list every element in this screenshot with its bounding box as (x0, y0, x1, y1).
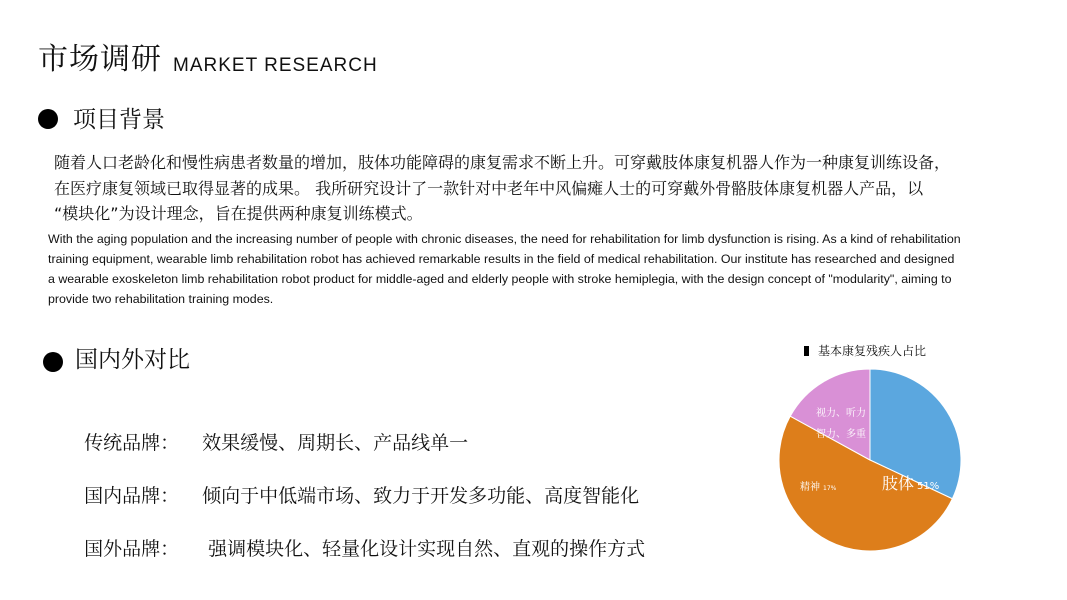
comparison-row-foreign (72, 507, 645, 563)
comparison-row-domestic (72, 454, 639, 510)
pie-chart (770, 360, 970, 560)
bullet-icon (43, 352, 63, 372)
pie-slice-label: 精神 17% (800, 482, 837, 493)
pie-slice-label: 视力、听力 (816, 408, 866, 419)
pie-slice-label: 肢体 51% (882, 474, 940, 493)
section-title-comparison: 国内外对比 (75, 347, 190, 373)
section-title-background: 项目背景 (73, 107, 165, 133)
row-label: 国外品牌： (84, 538, 180, 560)
legend-marker (804, 346, 809, 356)
comparison-row-traditional (72, 401, 468, 457)
row-text: 效果缓慢、周期长、产品线单一 (202, 432, 469, 454)
bullet-icon (38, 109, 58, 129)
row-text: 强调模块化、轻量化设计实现自然、直观的操作方式 (202, 538, 646, 560)
pie-slice-value-label: 17% (823, 485, 837, 492)
page-title: 市场调研 (38, 42, 162, 77)
chart-title: 基本康复残疾人占比 (818, 344, 927, 358)
pie-slice-value-label: 51% (917, 481, 940, 492)
background-text-cn: 随着人口老龄化和慢性病患者数量的增加，肢体功能障碍的康复需求不断上升。可穿戴肢体康复机器人作为一种康复训练设备， 在医疗康复领域已取得显著的成果。 我所研究设计了一款针对中老年中风偏瘫人士的可穿戴外骨骼肢体康复机器人产品，以 “模块化”为设计理念，旨在提供两种康复训练模式。 (54, 153, 951, 223)
row-label: 传统品牌： (84, 432, 180, 454)
row-text: 倾向于中低端市场、致力于开发多功能、高度智能化 (202, 485, 640, 507)
pie-slice-label: 智力、多重 (816, 429, 866, 440)
background-text-en: With the aging population and the increasing number of people with chronic diseases, the need for rehabilitation for limb dysfunction is rising. As a kind of rehabilitation training equipment, wearable limb rehabilitation robot has achieved remarkable results in the field of medical rehabilitation. Our institute has researched and designed a wearable exoskeleton limb rehabilitation robot product for middle-aged and elderly people with stroke hemiplegia, with the design concept of "modularity", aiming to provide two rehabilitation training modes. (48, 232, 961, 306)
row-label: 国内品牌： (84, 485, 180, 507)
page-subtitle: MARKET RESEARCH (173, 55, 378, 76)
